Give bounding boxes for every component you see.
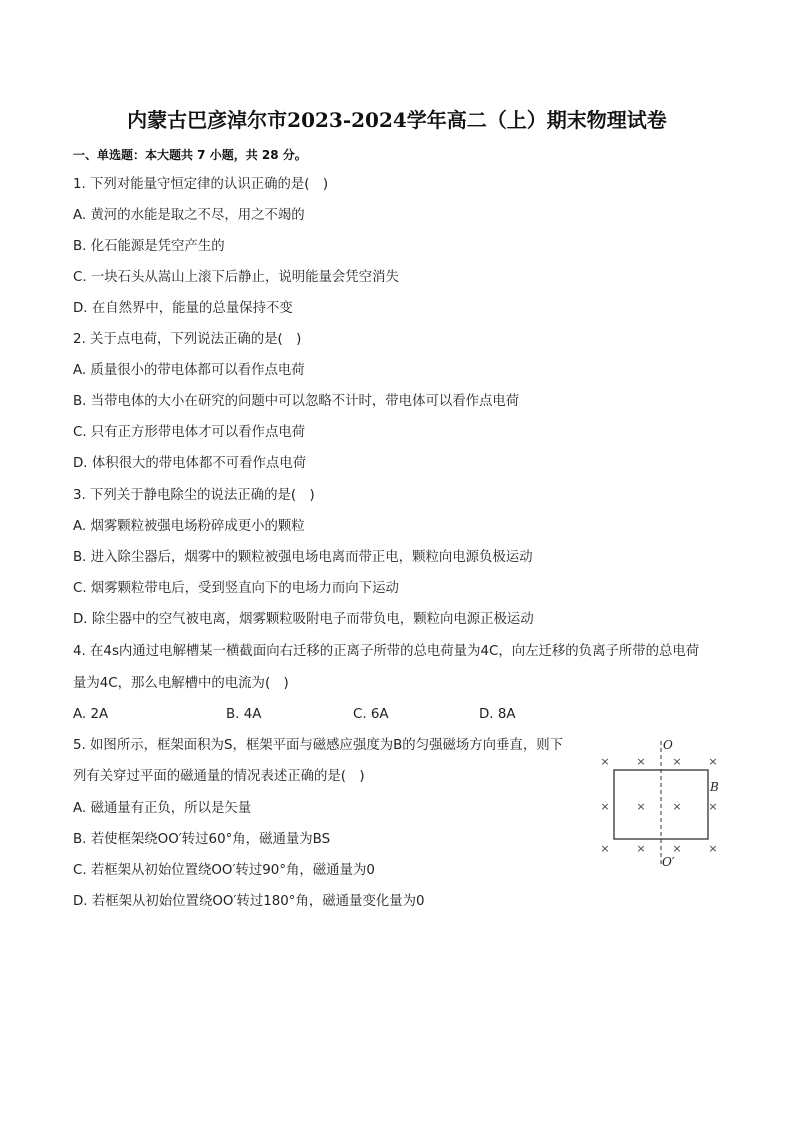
axis-bottom-label: O′ [662,855,675,869]
field-cross-mark: × [708,842,718,855]
field-cross-mark: × [600,800,610,813]
field-cross-mark: × [636,755,646,768]
question-3-stem: 3. 下列关于静电除尘的说法正确的是( ) [73,488,315,503]
question-5-stem-line-1: 5. 如图所示，框架面积为S，框架平面与磁感应强度为B的匀强磁场方向垂直，则下 [73,738,563,753]
magnetic-field-figure [596,735,726,870]
question-4-option-a: A. 2A [73,707,109,722]
field-cross-mark: × [672,800,682,813]
question-1-option-c: C. 一块石头从嵩山上滚下后静止，说明能量会凭空消失 [73,270,399,285]
question-4-stem-line-1: 4. 在4s内通过电解槽某一横截面向右迁移的正离子所带的总电荷量为4C，向左迁移的负离子所带的总电荷 [73,644,700,659]
question-5-stem-line-2: 列有关穿过平面的磁通量的情况表述正确的是( ) [73,769,365,784]
field-cross-mark: × [600,842,610,855]
field-label: B [710,780,719,794]
field-cross-mark: × [708,800,718,813]
question-3-option-b: B. 进入除尘器后，烟雾中的颗粒被强电场电离而带正电，颗粒向电源负极运动 [73,550,533,565]
question-5-option-a: A. 磁通量有正负，所以是矢量 [73,801,252,816]
question-2-option-a: A. 质量很小的带电体都可以看作点电荷 [73,363,305,378]
section-heading: 一、单选题：本大题共 7 小题，共 28 分。 [73,148,307,162]
question-4-option-b: B. 4A [226,707,262,722]
question-5-option-d: D. 若框架从初始位置绕OO′转过180°角，磁通量变化量为0 [73,894,425,909]
question-3-option-c: C. 烟雾颗粒带电后，受到竖直向下的电场力而向下运动 [73,581,399,596]
exam-title: 内蒙古巴彦淖尔市2023-2024学年高二（上）期末物理试卷 [127,108,667,132]
question-1-option-b: B. 化石能源是凭空产生的 [73,239,225,254]
question-2-stem: 2. 关于点电荷，下列说法正确的是( ) [73,332,302,347]
question-3-option-d: D. 除尘器中的空气被电离，烟雾颗粒吸附电子而带负电，颗粒向电源正极运动 [73,612,534,627]
field-cross-mark: × [708,755,718,768]
field-cross-mark: × [672,842,682,855]
question-2-option-d: D. 体积很大的带电体都不可看作点电荷 [73,456,307,471]
question-3-option-a: A. 烟雾颗粒被强电场粉碎成更小的颗粒 [73,519,305,534]
field-cross-mark: × [636,800,646,813]
field-cross-mark: × [600,755,610,768]
question-4-option-d: D. 8A [479,707,516,722]
question-4-options [73,705,516,725]
question-5-option-b: B. 若使框架绕OO′转过60°角，磁通量为BS [73,832,331,847]
question-4-stem-line-2: 量为4C，那么电解槽中的电流为( ) [73,676,289,691]
question-1-option-d: D. 在自然界中，能量的总量保持不变 [73,301,293,316]
axis-top-label: O [663,738,673,752]
question-5-option-c: C. 若框架从初始位置绕OO′转过90°角，磁通量为0 [73,863,375,878]
field-cross-mark: × [672,755,682,768]
question-2-option-b: B. 当带电体的大小在研究的问题中可以忽略不计时，带电体可以看作点电荷 [73,394,520,409]
question-1-option-a: A. 黄河的水能是取之不尽，用之不竭的 [73,208,305,223]
question-4-option-c: C. 6A [353,707,389,722]
question-1-stem: 1. 下列对能量守恒定律的认识正确的是( ) [73,177,329,192]
field-cross-mark: × [636,842,646,855]
question-2-option-c: C. 只有正方形带电体才可以看作点电荷 [73,425,306,440]
